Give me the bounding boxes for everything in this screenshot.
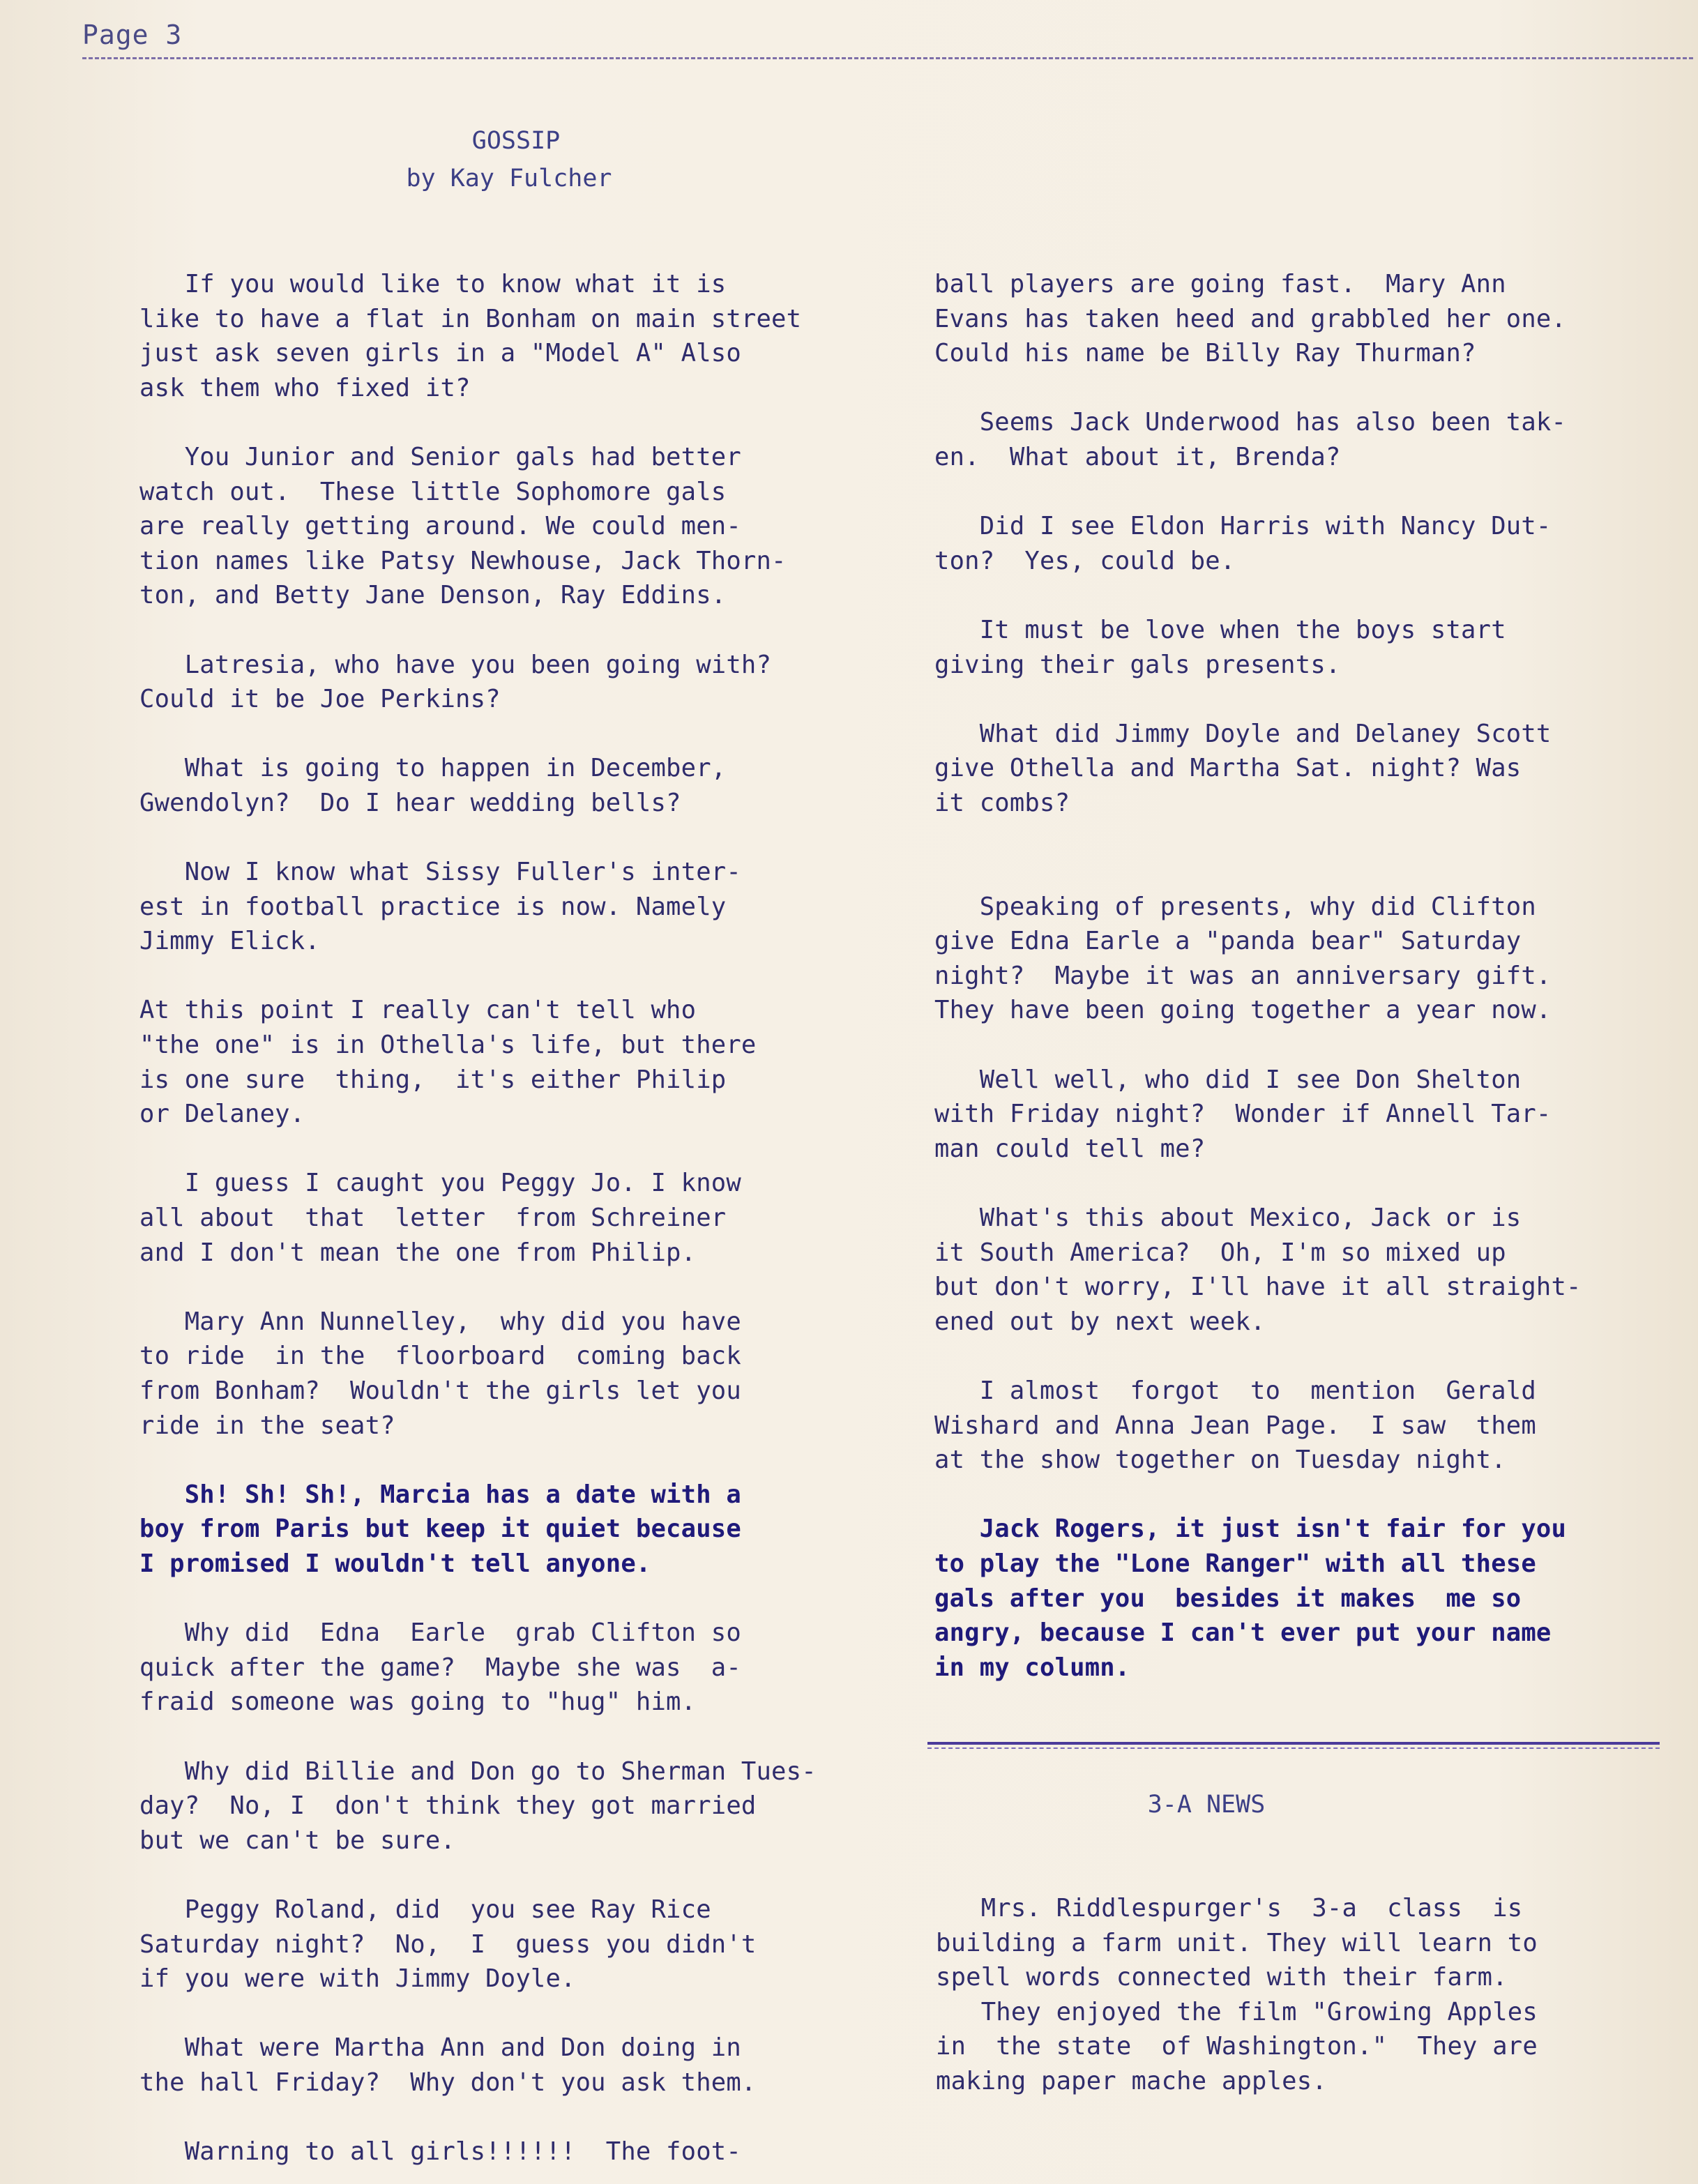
right-line	[934, 855, 1674, 890]
right-line: night? Maybe it was an anniversary gift.	[934, 961, 1552, 990]
right-line: at the show together on Tuesday night.	[934, 1446, 1506, 1475]
right-line: ened out by next week.	[934, 1307, 1266, 1336]
right-line: I almost forgot to mention Gerald	[934, 1377, 1536, 1405]
left-line: Could it be Joe Perkins?	[139, 685, 501, 714]
right-line: it South America? Oh, I'm so mixed up	[934, 1238, 1506, 1267]
left-line: to ride in the floorboard coming back	[139, 1342, 741, 1371]
left-line: just ask seven girls in a "Model A" Also	[139, 339, 741, 368]
gossip-column-left	[139, 267, 893, 2169]
left-line: I promised I wouldn't tell anyone.	[139, 1549, 651, 1578]
article-title: GOSSIP	[471, 127, 561, 155]
right-line	[934, 821, 1674, 856]
left-line	[139, 959, 893, 994]
right-line: to play the "Lone Ranger" with all these	[934, 1549, 1536, 1578]
gossip-column-right	[934, 267, 1674, 1685]
left-line: ride in the seat?	[139, 1411, 395, 1440]
left-line: Sh! Sh! Sh!, Marcia has a date with a	[139, 1480, 741, 1509]
right-line: give Othella and Martha Sat. night? Was	[934, 754, 1522, 783]
left-line: ton, and Betty Jane Denson, Ray Eddins.	[139, 581, 727, 610]
news-column	[936, 1891, 1675, 2099]
left-line: boy from Paris but keep it quiet because	[139, 1515, 741, 1544]
left-line: and I don't mean the one from Philip.	[139, 1238, 697, 1267]
left-line: What were Martha Ann and Don doing in	[139, 2033, 741, 2063]
left-line: day? No, I don't think they got married	[139, 1791, 757, 1821]
right-line: What's this about Mexico, Jack or is	[934, 1204, 1522, 1233]
news-line: in the state of Washington." They are	[936, 2032, 1538, 2061]
left-line	[139, 1132, 893, 1167]
right-line: Speaking of presents, why did Clifton	[934, 892, 1536, 921]
right-line	[934, 371, 1674, 406]
left-line	[139, 1858, 893, 1893]
right-line	[934, 1339, 1674, 1374]
left-line	[139, 1582, 893, 1616]
left-line: Why did Edna Earle grab Clifton so	[139, 1618, 741, 1648]
left-line	[139, 1996, 893, 2031]
news-line: Mrs. Riddlespurger's 3-a class is	[936, 1894, 1523, 1923]
right-line: it combs?	[934, 788, 1070, 817]
left-line: Jimmy Elick.	[139, 927, 320, 956]
right-line: Did I see Eldon Harris with Nancy Dut-	[934, 512, 1552, 541]
left-line: Now I know what Sissy Fuller's inter-	[139, 858, 741, 887]
left-line: or Delaney.	[139, 1100, 305, 1129]
right-line	[934, 578, 1674, 613]
right-line: They have been going together a year now.	[934, 996, 1552, 1025]
left-line: the hall Friday? Why don't you ask them.	[139, 2068, 757, 2097]
left-line: all about that letter from Schreiner	[139, 1204, 727, 1233]
right-line: What did Jimmy Doyle and Delaney Scott	[934, 719, 1552, 748]
right-line	[934, 1166, 1674, 1201]
left-line	[139, 1443, 893, 1478]
right-line: but don't worry, I'll have it all straight-	[934, 1273, 1582, 1302]
left-line: from Bonham? Wouldn't the girls let you	[139, 1377, 741, 1405]
left-line	[139, 1720, 893, 1754]
right-line	[934, 1028, 1674, 1063]
news-section-title: 3-A NEWS	[1147, 1791, 1266, 1819]
right-line: en. What about it, Brenda?	[934, 442, 1341, 471]
left-line	[139, 613, 893, 648]
section-divider-dashed	[927, 1747, 1660, 1749]
left-line: but we can't be sure.	[139, 1826, 456, 1855]
news-line: They enjoyed the film "Growing Apples	[936, 1997, 1538, 2026]
right-line: gals after you besides it makes me so	[934, 1584, 1522, 1613]
left-line: Latresia, who have you been going with?	[139, 650, 772, 679]
page-number: Page 3	[82, 20, 183, 50]
left-line: watch out. These little Sophomore gals	[139, 477, 727, 506]
right-line: with Friday night? Wonder if Annell Tar-	[934, 1100, 1552, 1129]
left-line	[139, 1270, 893, 1305]
left-line	[139, 717, 893, 752]
left-line	[139, 2100, 893, 2134]
right-line: give Edna Earle a "panda bear" Saturday	[934, 927, 1522, 956]
news-line: making paper mache apples.	[936, 2066, 1327, 2095]
right-line	[934, 1478, 1674, 1512]
left-line: Warning to all girls!!!!!! The foot-	[139, 2137, 741, 2167]
section-divider	[927, 1742, 1660, 1745]
left-line: ask them who fixed it?	[139, 373, 471, 402]
right-line: ball players are going fast. Mary Ann	[934, 270, 1506, 298]
right-line: Seems Jack Underwood has also been tak-	[934, 408, 1567, 437]
right-line	[934, 475, 1674, 510]
left-line: What is going to happen in December,	[139, 754, 727, 783]
left-line: tion names like Patsy Newhouse, Jack Thorn-	[139, 546, 787, 575]
right-line: Jack Rogers, it just isn't fair for you	[934, 1515, 1567, 1544]
right-line: Evans has taken heed and grabbled her one.	[934, 304, 1567, 333]
left-line: I guess I caught you Peggy Jo. I know	[139, 1169, 741, 1198]
right-line: It must be love when the boys start	[934, 615, 1506, 644]
left-line: fraid someone was going to "hug" him.	[139, 1688, 697, 1717]
header-rule	[82, 57, 1693, 59]
left-line: Why did Billie and Don go to Sherman Tues-	[139, 1757, 817, 1786]
left-line: If you would like to know what it is	[139, 270, 727, 298]
left-line: like to have a flat in Bonham on main street	[139, 304, 802, 333]
news-line: spell words connected with their farm.	[936, 1963, 1508, 1992]
left-line: is one sure thing, it's either Philip	[139, 1065, 727, 1094]
left-line: You Junior and Senior gals had better	[139, 442, 741, 471]
right-line: ton? Yes, could be.	[934, 546, 1236, 575]
left-line: est in football practice is now. Namely	[139, 892, 727, 921]
left-line	[139, 405, 893, 440]
right-line: man could tell me?	[934, 1134, 1206, 1163]
left-line: Mary Ann Nunnelley, why did you have	[139, 1307, 741, 1336]
left-line: At this point I really can't tell who	[139, 996, 697, 1025]
left-line: quick after the game? Maybe she was a-	[139, 1653, 741, 1682]
left-line: if you were with Jimmy Doyle.	[139, 1964, 576, 1994]
right-line: Could his name be Billy Ray Thurman?	[934, 339, 1476, 368]
right-line: Well well, who did I see Don Shelton	[934, 1065, 1522, 1094]
right-line: giving their gals presents.	[934, 650, 1341, 679]
right-line: Wishard and Anna Jean Page. I saw them	[934, 1411, 1536, 1440]
left-line: Peggy Roland, did you see Ray Rice	[139, 1895, 711, 1924]
left-line: Gwendolyn? Do I hear wedding bells?	[139, 788, 681, 817]
left-line: are really getting around. We could men-	[139, 512, 741, 541]
left-line	[139, 821, 893, 856]
news-line: building a farm unit. They will learn to	[936, 1928, 1538, 1957]
right-line	[934, 682, 1674, 717]
left-line: Saturday night? No, I guess you didn't	[139, 1929, 757, 1959]
right-line: in my column.	[934, 1653, 1130, 1682]
right-line: angry, because I can't ever put your name	[934, 1618, 1552, 1648]
article-byline: by Kay Fulcher	[406, 165, 612, 192]
left-line: "the one" is in Othella's life, but there	[139, 1031, 757, 1060]
